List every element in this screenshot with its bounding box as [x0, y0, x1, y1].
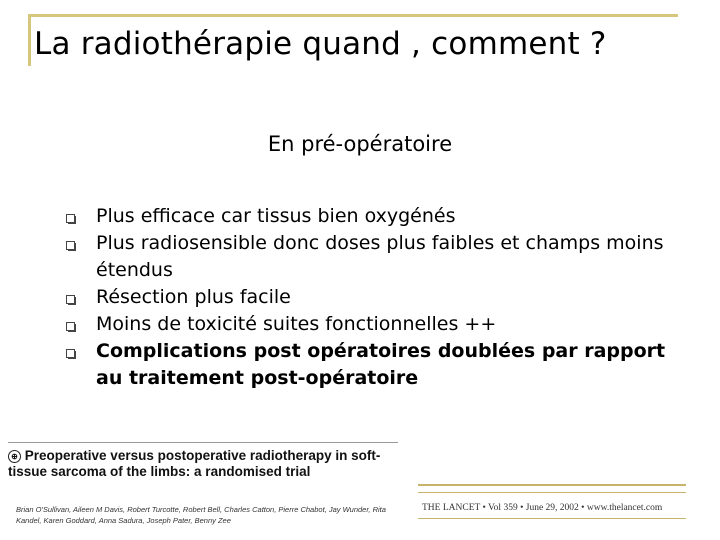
- article-citation-clipping: [0, 438, 400, 540]
- bullet-item-emphasis: [66, 338, 666, 392]
- square-bullet-icon: [66, 322, 75, 331]
- bullet-text: Plus efficace car tissus bien oxygénés: [96, 205, 456, 227]
- bullet-item: [66, 203, 666, 230]
- bullet-text: Plus radiosensible donc doses plus faibles et champs moins étendus: [96, 232, 664, 281]
- bullet-text: Résection plus facile: [96, 286, 291, 308]
- research-icon: ⊕: [8, 450, 21, 463]
- bullet-text: Complications post opératoires doublées par rapport au traitement post-opératoire: [96, 340, 666, 389]
- square-bullet-icon: [66, 241, 75, 250]
- bullet-text: Moins de toxicité suites fonctionnelles ++: [96, 313, 497, 335]
- title-frame-left-bar: [28, 14, 31, 66]
- bullet-item: [66, 284, 666, 311]
- title-frame-top-bar: [28, 14, 678, 17]
- citation-rule: [8, 442, 398, 443]
- journal-rule-bottom: [418, 518, 686, 519]
- bullet-item: [66, 311, 666, 338]
- citation-title-text: Preoperative versus postoperative radiotherapy in soft-tissue sarcoma of the limbs: a randomised trial: [8, 448, 381, 479]
- journal-rule-top: [418, 484, 686, 486]
- journal-reference-text: THE LANCET • Vol 359 • June 29, 2002 • www.thelancet.com: [422, 503, 663, 513]
- bullet-list: [66, 203, 666, 392]
- citation-authors: Brian O'Sullivan, Aileen M Davis, Robert Turcotte, Robert Bell, Charles Catton, Pierre Chabot, Jay Wunder, Rita Kandel, Karen Goddard, Anna Sadura, Joseph Pater, Benny Zee: [16, 505, 386, 525]
- slide-title: La radiothérapie quand , comment ?: [34, 26, 607, 62]
- square-bullet-icon: [66, 214, 75, 223]
- citation-title: [8, 448, 400, 480]
- bullet-item: [66, 230, 666, 284]
- square-bullet-icon: [66, 349, 75, 358]
- slide-subtitle: En pré-opératoire: [267, 132, 453, 156]
- square-bullet-icon: [66, 295, 75, 304]
- journal-reference: [418, 484, 688, 524]
- journal-rule-mid: [418, 492, 686, 493]
